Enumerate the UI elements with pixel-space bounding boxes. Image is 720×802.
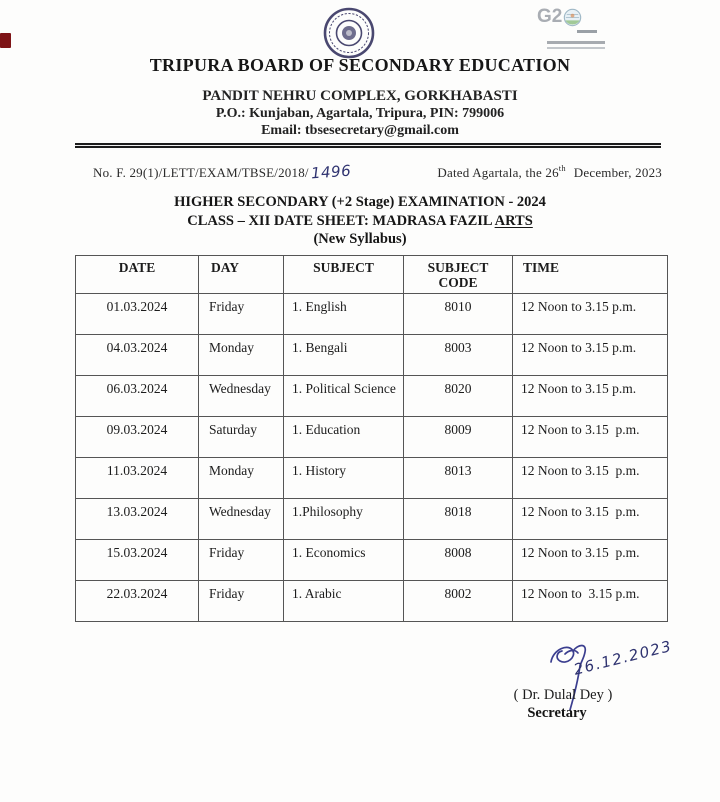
cell-time: 12 Noon to 3.15 p.m.: [513, 417, 668, 458]
cell-date: 11.03.2024: [76, 458, 199, 499]
col-header-day: DAY: [199, 256, 284, 294]
cell-subject: 1.Philosophy: [284, 499, 404, 540]
cell-subject-code: 8009: [404, 417, 513, 458]
cell-date: 04.03.2024: [76, 335, 199, 376]
cell-subject: 1. Arabic: [284, 581, 404, 622]
org-address-line2: P.O.: Kunjaban, Agartala, Tripura, PIN: 799006: [215, 106, 505, 121]
cell-time: 12 Noon to 3.15 p.m.: [513, 458, 668, 499]
cell-day: Wednesday: [199, 499, 284, 540]
title-line1: HIGHER SECONDARY (+2 Stage) EXAMINATION - 2024: [174, 194, 546, 210]
dated-prefix: Dated Agartala, the 26: [437, 165, 559, 180]
title-line2-prefix: CLASS – XII DATE SHEET: MADRASA FAZIL: [187, 212, 495, 229]
cell-day: Wednesday: [199, 376, 284, 417]
cell-time: 12 Noon to 3.15 p.m.: [513, 294, 668, 335]
cell-time: 12 Noon to 3.15 p.m.: [513, 540, 668, 581]
date-sheet-table: [75, 255, 668, 622]
col-header-subject: SUBJECT: [284, 256, 404, 294]
handwritten-date: 26.12.2023: [571, 636, 675, 679]
signatory-designation: Secretary: [527, 705, 587, 721]
document-title-block: [0, 193, 720, 249]
cell-date: 09.03.2024: [76, 417, 199, 458]
org-email: Email: tbsesecretary@gmail.com: [261, 123, 459, 138]
g20-logo-text: G2: [537, 6, 563, 27]
cell-subject: 1. Political Science: [284, 376, 404, 417]
cell-subject: 1. Bengali: [284, 335, 404, 376]
cell-day: Saturday: [199, 417, 284, 458]
cell-time: 12 Noon to 3.15 p.m.: [513, 376, 668, 417]
tbse-seal-icon: [323, 7, 375, 59]
col-header-time: TIME: [513, 256, 668, 294]
dated-ordinal: th: [558, 163, 566, 173]
cell-subject-code: 8010: [404, 294, 513, 335]
cell-date: 13.03.2024: [76, 499, 199, 540]
table-row: [76, 499, 668, 540]
header-divider-rule: [75, 143, 661, 148]
subject-code-header-line2: CODE: [438, 275, 478, 290]
org-address-line1: PANDIT NEHRU COMPLEX, GORKHABASTI: [202, 88, 518, 104]
cell-date: 01.03.2024: [76, 294, 199, 335]
dated-line: [437, 163, 662, 181]
table-row: [76, 417, 668, 458]
table-row: [76, 458, 668, 499]
table-header-row: [76, 256, 668, 294]
cell-time: 12 Noon to 3.15 p.m.: [513, 499, 668, 540]
table-body: [76, 294, 668, 622]
memo-number: [93, 163, 351, 181]
subject-code-header-line1: SUBJECT: [427, 260, 489, 275]
cell-date: 15.03.2024: [76, 540, 199, 581]
memo-number-printed: No. F. 29(1)/LETT/EXAM/TBSE/2018/: [93, 165, 309, 180]
g20-tagline-mark: [577, 30, 597, 33]
table-row: [76, 294, 668, 335]
table-row: [76, 335, 668, 376]
cell-subject: 1. History: [284, 458, 404, 499]
g20-globe-icon: [563, 8, 582, 27]
table-row: [76, 376, 668, 417]
col-header-subject-code: [404, 256, 513, 294]
cell-subject-code: 8008: [404, 540, 513, 581]
cell-time: 12 Noon to 3.15 p.m.: [513, 335, 668, 376]
cell-subject-code: 8013: [404, 458, 513, 499]
org-name: TRIPURA BOARD OF SECONDARY EDUCATION: [149, 55, 571, 75]
cell-subject-code: 8003: [404, 335, 513, 376]
signatory-name: ( Dr. Dulal Dey ): [513, 687, 613, 703]
cell-date: 22.03.2024: [76, 581, 199, 622]
title-line2: [0, 212, 720, 231]
cell-day: Monday: [199, 335, 284, 376]
cell-subject: 1. Economics: [284, 540, 404, 581]
g20-tagline-line2: [547, 47, 605, 49]
cell-subject-code: 8002: [404, 581, 513, 622]
g20-tagline-line1: [547, 41, 605, 44]
cell-date: 06.03.2024: [76, 376, 199, 417]
red-corner-scan-mark: [0, 33, 11, 48]
table-row: [76, 581, 668, 622]
title-line2-underlined: ARTS: [494, 212, 533, 229]
title-line3: (New Syllabus): [313, 231, 407, 247]
cell-subject: 1. English: [284, 294, 404, 335]
dated-suffix: December, 2023: [573, 165, 662, 180]
reference-line: [93, 163, 662, 181]
col-header-date: DATE: [76, 256, 199, 294]
memo-number-handwritten: 1496: [310, 161, 352, 183]
cell-day: Friday: [199, 581, 284, 622]
cell-subject: 1. Education: [284, 417, 404, 458]
table-row: [76, 540, 668, 581]
cell-subject-code: 8018: [404, 499, 513, 540]
cell-day: Friday: [199, 540, 284, 581]
g20-logo: [537, 6, 613, 49]
cell-time: 12 Noon to 3.15 p.m.: [513, 581, 668, 622]
cell-day: Friday: [199, 294, 284, 335]
cell-day: Monday: [199, 458, 284, 499]
cell-subject-code: 8020: [404, 376, 513, 417]
